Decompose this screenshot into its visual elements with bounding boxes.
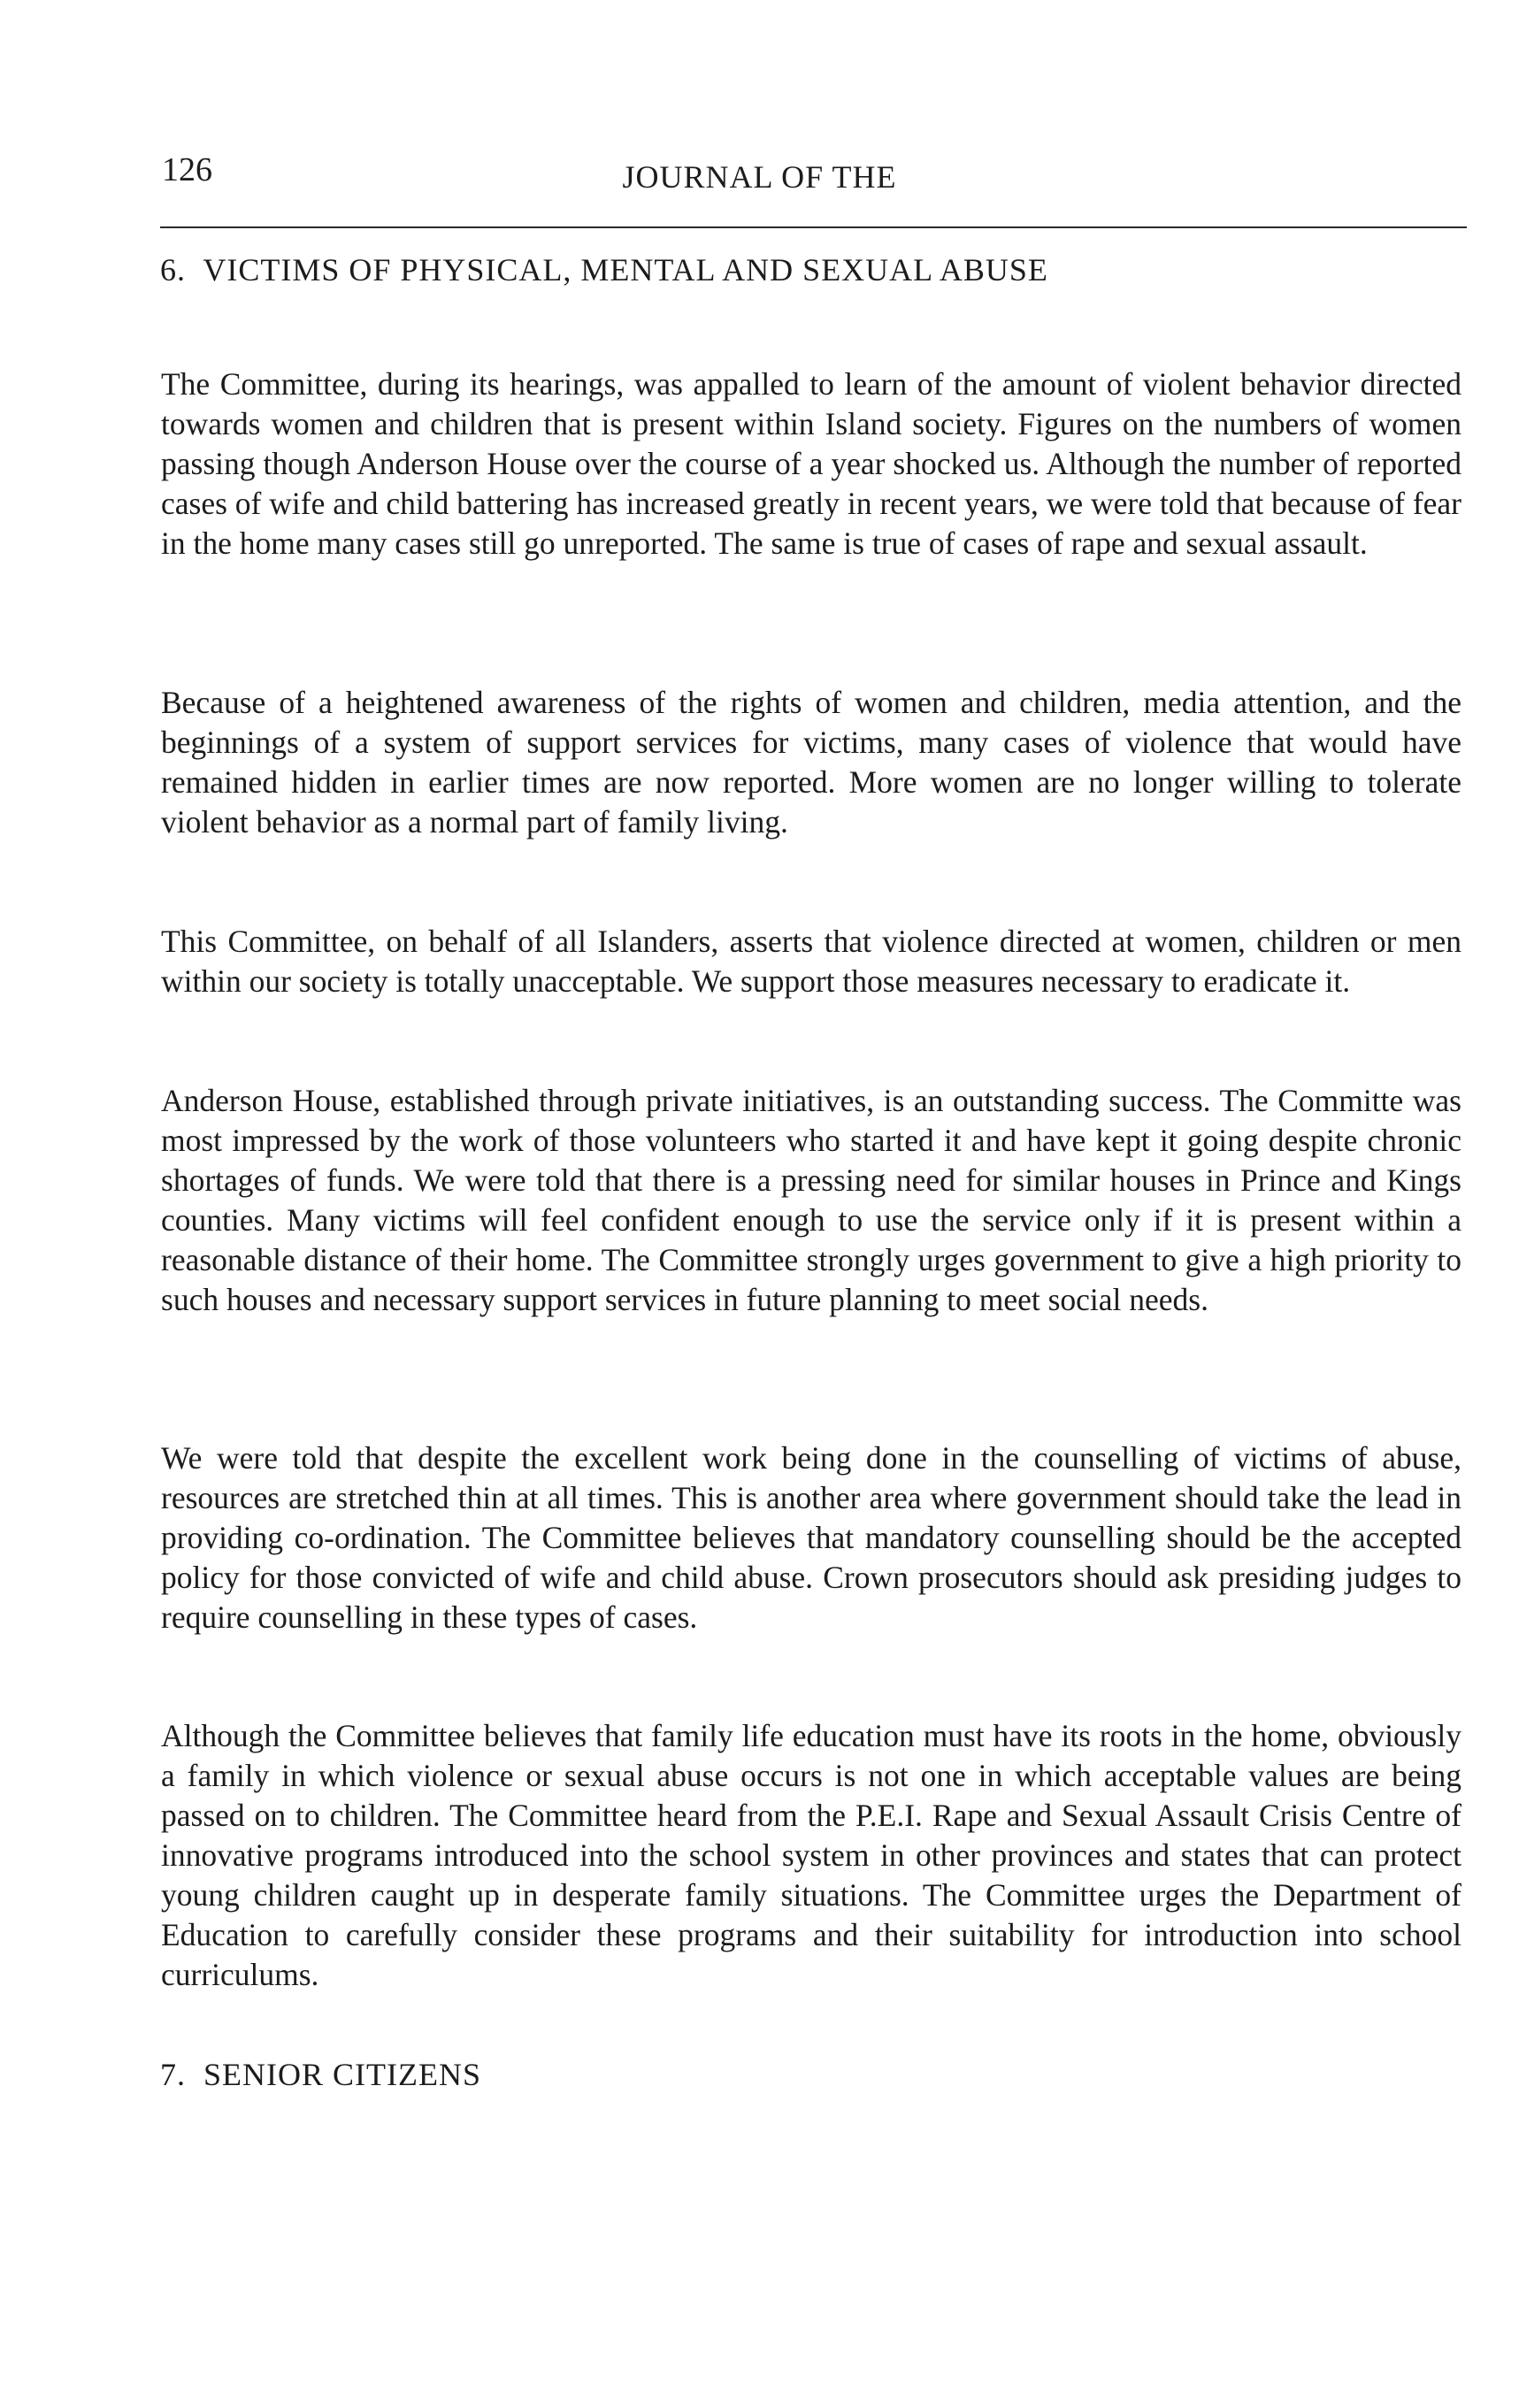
paragraph-counselling: We were told that despite the excellent work being done in the counselling of victims of abuse, resources are stretched thin at all times. This is another area where government should take the lead in providing co-ordination. The Committee believes that mandatory counselling should be the accepted policy for those convicted of wife and child abuse. Crown prosecutors should ask presiding judges to require counselling in these types of cases. <box>161 1439 1461 1635</box>
section-heading-senior-citizens: 7. SENIOR CITIZENS <box>160 2057 481 2092</box>
paragraph-family-life-education: Although the Committee believes that family life education must have its roots in the home, obviously a family in which violence or sexual abuse occurs is not one in which acceptable values are being passed on to children. The Committee heard from the P.E.I. Rape and Sexual Assault Crisis Centre of innovative programs introduced into the school system in other provinces and states that can protect young children caught up in desperate family situations. The Committee urges the Department of Education to carefully consider these programs and their suitability for introduction into school curriculums. <box>161 1717 1461 1992</box>
header-rule <box>160 226 1467 228</box>
paragraph-committee-appalled: The Committee, during its hearings, was appalled to learn of the amount of violent behavior directed towards women and children that is present within Island society. Figures on the numbers of women passing though Anderson House over the course of a year shocked us. Although the number of reported cases of wife and child battering has increased greatly in recent years, we were told that because of fear in the home many cases still go unreported. The same is true of cases of rape and sexual assault. <box>161 365 1461 561</box>
page-number: 126 <box>162 151 212 188</box>
paragraph-anderson-house: Anderson House, established through private initiatives, is an outstanding success. The Committe was most impressed by the work of those volunteers who started it and have kept it going despite chronic shortages of funds. We were told that there is a pressing need for similar houses in Prince and Kings counties. Many victims will feel confident enough to use the service only if it is present within a reasonable distance of their home. The Committee strongly urges government to give a high priority to such houses and necessary support services in future planning to meet social needs. <box>161 1082 1461 1317</box>
paragraph-heightened-awareness: Because of a heightened awareness of the rights of women and children, media attention, and the beginnings of a system of support services for victims, many cases of violence that would have remained hidden in earlier times are now reported. More women are no longer willing to tolerate violent behavior as a normal part of family living. <box>161 684 1461 840</box>
paragraph-violence-unacceptable: This Committee, on behalf of all Islanders, asserts that violence directed at women, children or men within our society is totally unacceptable. We support those measures necessary to eradicate it. <box>161 923 1461 999</box>
section-heading-victims-of-abuse: 6. VICTIMS OF PHYSICAL, MENTAL AND SEXUAL ABUSE <box>160 252 1048 288</box>
running-title: JOURNAL OF THE <box>622 159 897 195</box>
